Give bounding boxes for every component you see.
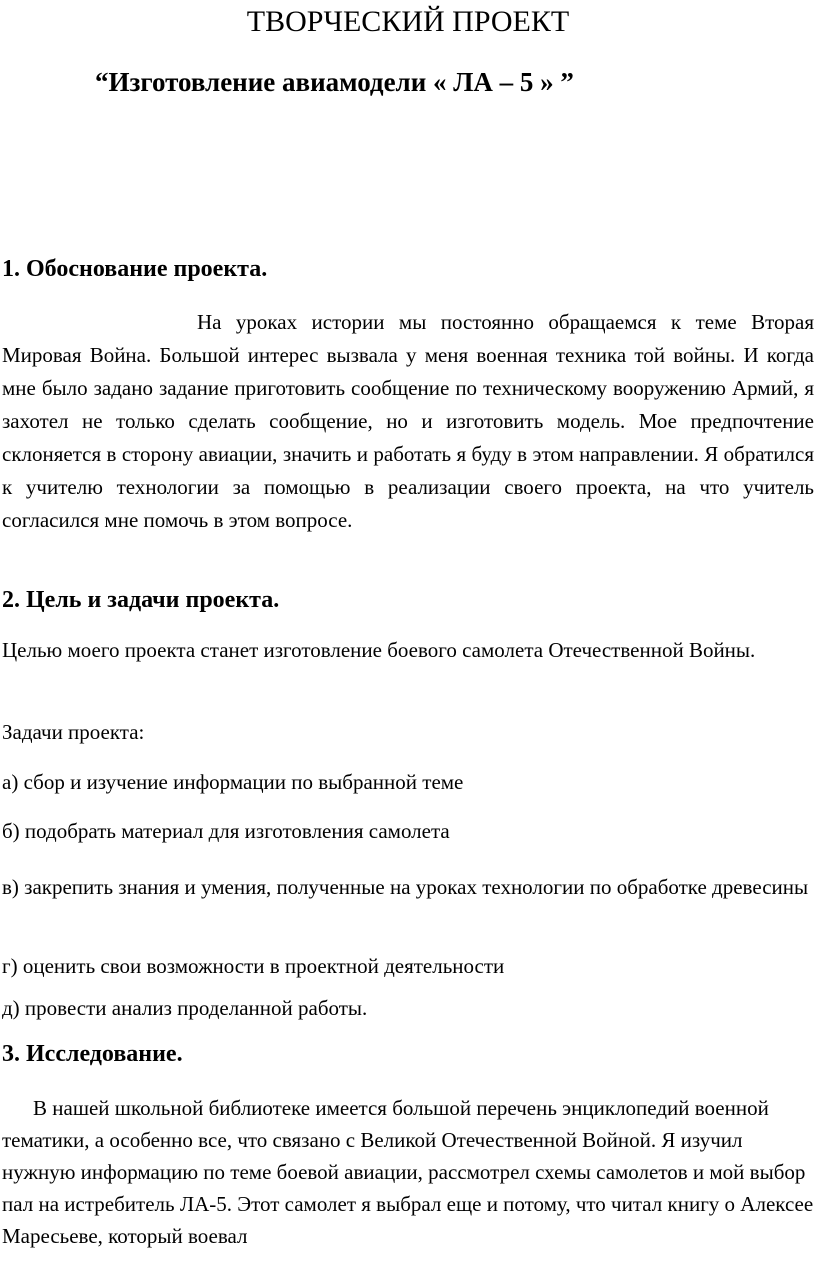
section-heading-justification: 1. Обоснование проекта.: [2, 256, 268, 282]
task-item: д) провести анализ проделанной работы.: [2, 996, 368, 1020]
section-heading-goals: 2. Цель и задачи проекта.: [2, 587, 280, 613]
document-subtitle: “Изготовление авиамодели « ЛА – 5 » ”: [95, 67, 574, 97]
section-heading-research: 3. Исследование.: [2, 1041, 183, 1067]
task-item: в) закрепить знания и умения, полученные на уроках технологии по обработке древесины: [2, 875, 809, 899]
task-item: б) подобрать материал для изготовления самолета: [2, 819, 450, 843]
research-paragraph: В нашей школьной библиотеке имеется большой перечень энциклопедий военной тематики, а особенно все, что связано с Великой Отечественной Войной. Я изучил нужную информацию по теме боевой авиации, рассмотрел схемы самолетов и мой выбор пал на истребитель ЛА-5. Этот самолет я выбрал еще и потому, что читал книгу о Алексее Маресьеве, который воевал: [2, 1096, 814, 1248]
task-item: г) оценить свои возможности в проектной деятельности: [2, 954, 505, 978]
tasks-label: Задачи проекта:: [2, 720, 145, 744]
justification-paragraph: На уроках истории мы постоянно обращаемся к теме Вторая Мировая Война. Большой интерес вызвала у меня военная техника той войны. И когда мне было задано задание приготовить сообщение по техническому вооружению Армий, я захотел не только сделать сообщение, но и изготовить модель. Мое предпочтение склоняется в сторону авиации, значить и работать я буду в этом направлении. Я обратился к учителю технологии за помощью в реализации своего проекта, на что учитель согласился мне помочь в этом вопросе.: [2, 310, 814, 532]
document-title: ТВОРЧЕСКИЙ ПРОЕКТ: [246, 5, 570, 38]
task-item: а) сбор и изучение информации по выбранной теме: [2, 770, 464, 794]
goal-paragraph: Целью моего проекта станет изготовление боевого самолета Отечественной Войны.: [2, 638, 756, 662]
